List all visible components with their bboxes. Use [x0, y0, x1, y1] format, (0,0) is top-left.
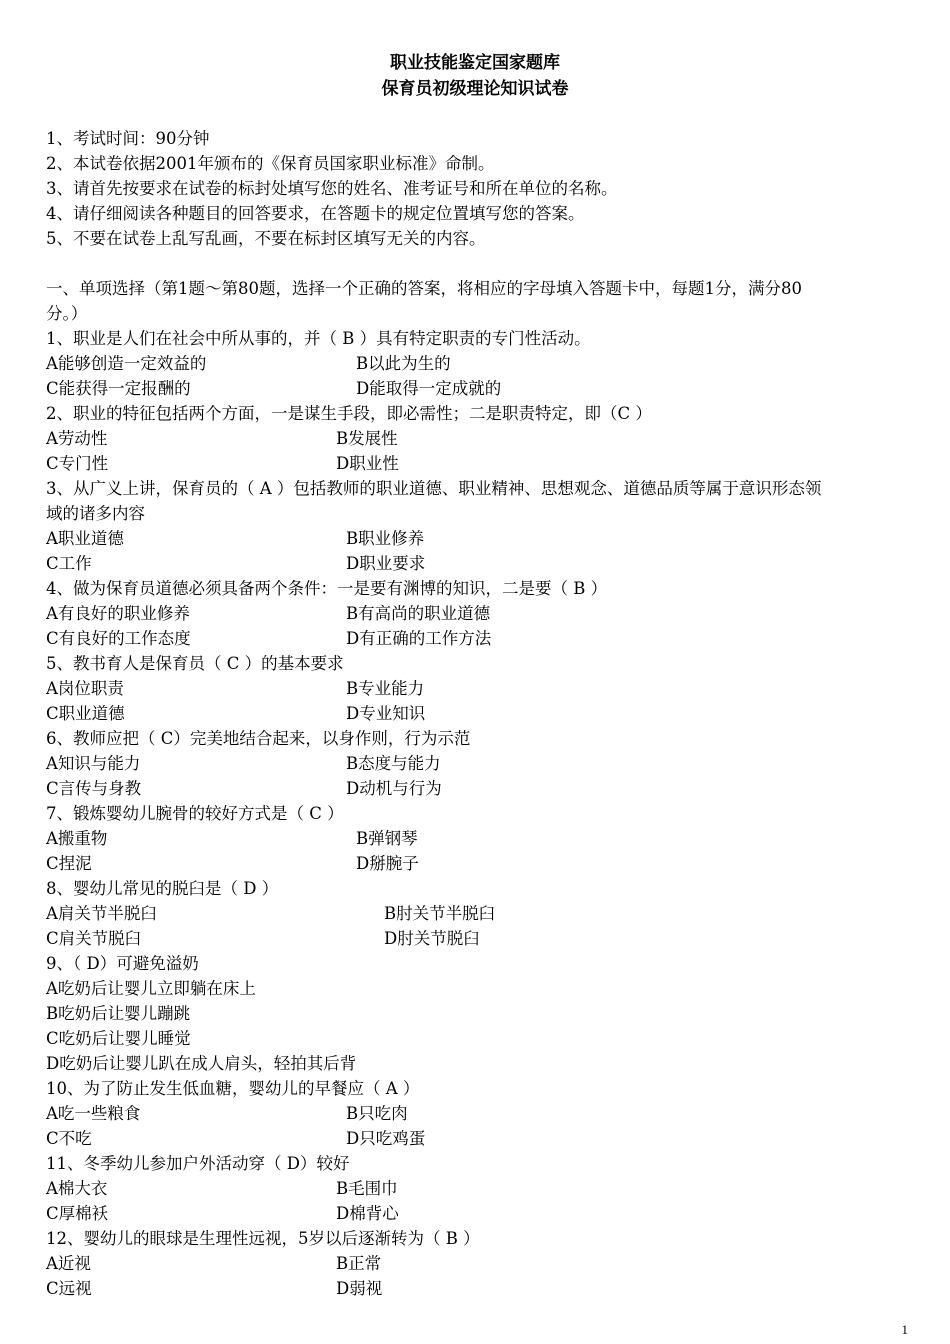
option-row	[46, 676, 906, 701]
question-11: 11、冬季幼儿参加户外活动穿（ D）较好	[46, 1154, 350, 1173]
exam-title-main: 职业技能鉴定国家题库	[390, 53, 560, 73]
option-a: A能够创造一定效益的	[46, 354, 207, 373]
exam-title-sub: 保育员初级理论知识试卷	[381, 79, 569, 99]
option-c: C肩关节脱臼	[46, 929, 142, 948]
option-a: A吃奶后让婴儿立即躺在床上	[46, 979, 256, 998]
option-row	[46, 1276, 906, 1301]
option-b: B毛围巾	[336, 1179, 398, 1198]
option-a: A棉大衣	[46, 1179, 108, 1198]
option-c: C专门性	[46, 454, 109, 473]
option-row	[46, 601, 906, 626]
option-row	[46, 1201, 906, 1226]
option-row	[46, 851, 906, 876]
option-c: C能获得一定报酬的	[46, 379, 191, 398]
option-b: B正常	[336, 1254, 382, 1273]
option-row	[46, 451, 906, 476]
option-row	[46, 776, 906, 801]
option-row	[46, 701, 906, 726]
instruction-5: 5、不要在试卷上乱写乱画，不要在标封区填写无关的内容。	[46, 229, 486, 248]
instruction-1: 1、考试时间：90分钟	[46, 129, 210, 148]
question-1: 1、职业是人们在社会中所从事的，并（ B ）具有特定职责的专门性活动。	[46, 329, 591, 348]
option-b: B有高尚的职业道德	[346, 604, 491, 623]
option-d: D吃奶后让婴儿趴在成人肩头，轻拍其后背	[46, 1054, 357, 1073]
option-b: B以此为生的	[356, 354, 451, 373]
question-6: 6、教师应把（ C）完美地结合起来，以身作则，行为示范	[46, 729, 471, 748]
option-row	[46, 751, 906, 776]
option-d: D弱视	[336, 1279, 383, 1298]
question-12: 12、婴幼儿的眼球是生理性远视，5岁以后逐渐转为（ B ）	[46, 1229, 480, 1248]
option-a: A劳动性	[46, 429, 108, 448]
option-row	[46, 901, 906, 926]
option-d: D动机与行为	[346, 779, 442, 798]
option-a: A知识与能力	[46, 754, 141, 773]
option-row	[46, 526, 906, 551]
option-c: C厚棉袄	[46, 1204, 109, 1223]
option-d: D有正确的工作方法	[346, 629, 492, 648]
option-b: B发展性	[336, 429, 398, 448]
option-a: A有良好的职业修养	[46, 604, 190, 623]
option-c: C言传与身教	[46, 779, 142, 798]
question-3-cont: 域的诸多内容	[46, 504, 145, 523]
option-row	[46, 826, 906, 851]
question-9: 9、（ D）可避免溢奶	[46, 954, 199, 973]
question-10: 10、为了防止发生低血糖，婴幼儿的早餐应（ A ）	[46, 1079, 420, 1098]
section-heading-cont: 分。）	[46, 304, 88, 323]
option-row	[46, 551, 906, 576]
option-d: D能取得一定成就的	[356, 379, 502, 398]
option-c: C吃奶后让婴儿睡觉	[46, 1029, 191, 1048]
option-c: C不吃	[46, 1129, 92, 1148]
option-d: D只吃鸡蛋	[346, 1129, 426, 1148]
option-d: D棉背心	[336, 1204, 399, 1223]
page-number: 1	[901, 1322, 908, 1337]
section-heading: 一、单项选择（第1题～第80题，选择一个正确的答案，将相应的字母填入答题卡中，每题1分，满分80	[46, 279, 802, 298]
option-c: C职业道德	[46, 704, 125, 723]
option-d: D掰腕子	[356, 854, 419, 873]
option-d: D职业要求	[346, 554, 426, 573]
option-row	[46, 626, 906, 651]
option-row	[46, 926, 906, 951]
instruction-3: 3、请首先按要求在试卷的标封处填写您的姓名、准考证号和所在单位的名称。	[46, 179, 618, 198]
option-row	[46, 1101, 906, 1126]
option-c: C远视	[46, 1279, 92, 1298]
question-3: 3、从广义上讲，保育员的（ A ）包括教师的职业道德、职业精神、思想观念、道德品质等属于意识形态领	[46, 479, 822, 498]
option-d: D职业性	[336, 454, 399, 473]
option-b: B态度与能力	[346, 754, 441, 773]
option-c: C工作	[46, 554, 92, 573]
option-a: A职业道德	[46, 529, 124, 548]
option-row	[46, 376, 906, 401]
question-5: 5、教书育人是保育员（ C ）的基本要求	[46, 654, 344, 673]
question-7: 7、锻炼婴幼儿腕骨的较好方式是（ C ）	[46, 804, 344, 823]
option-row	[46, 426, 906, 451]
option-c: C捏泥	[46, 854, 92, 873]
option-c: C有良好的工作态度	[46, 629, 191, 648]
question-8: 8、婴幼儿常见的脱臼是（ D ）	[46, 879, 279, 898]
option-a: A搬重物	[46, 829, 108, 848]
option-b: B只吃肉	[346, 1104, 408, 1123]
option-a: A近视	[46, 1254, 91, 1273]
option-row	[46, 1126, 906, 1151]
option-d: D专业知识	[346, 704, 426, 723]
option-a: A吃一些粮食	[46, 1104, 141, 1123]
option-b: B肘关节半脱臼	[384, 904, 496, 923]
instruction-2: 2、本试卷依据2001年颁布的《保育员国家职业标准》命制。	[46, 154, 495, 173]
option-d: D肘关节脱臼	[384, 929, 480, 948]
instruction-4: 4、请仔细阅读各种题目的回答要求，在答题卡的规定位置填写您的答案。	[46, 204, 585, 223]
question-4: 4、做为保育员道德必须具备两个条件：一是要有渊博的知识，二是要（ B ）	[46, 579, 608, 598]
option-row	[46, 351, 906, 376]
option-row	[46, 1251, 906, 1276]
option-b: B吃奶后让婴儿蹦跳	[46, 1004, 191, 1023]
option-a: A岗位职责	[46, 679, 124, 698]
option-row	[46, 1176, 906, 1201]
option-b: B弹钢琴	[356, 829, 418, 848]
option-b: B职业修养	[346, 529, 425, 548]
option-b: B专业能力	[346, 679, 425, 698]
option-a: A肩关节半脱臼	[46, 904, 157, 923]
question-2: 2、职业的特征包括两个方面，一是谋生手段，即必需性；二是职责特定，即（C ）	[46, 404, 652, 423]
